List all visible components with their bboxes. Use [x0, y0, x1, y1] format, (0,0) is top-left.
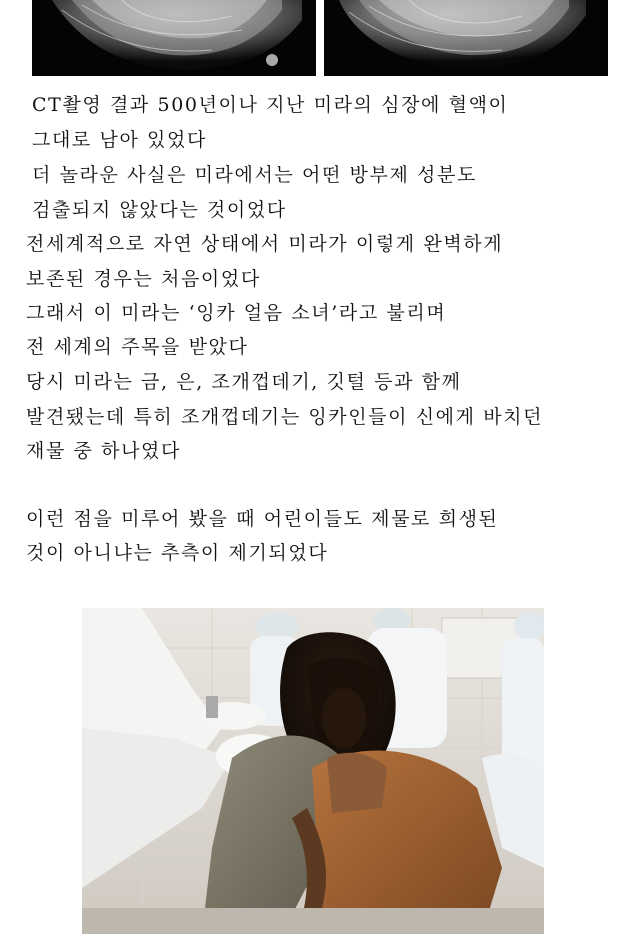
- ct-scan-image-right: [324, 0, 608, 76]
- ct-scan-strip: [0, 0, 640, 80]
- text-line: 그대로 남아 있었다: [32, 129, 207, 151]
- text-line: 당시 미라는 금, 은, 조개껍데기, 깃털 등과 함께: [26, 371, 462, 393]
- text-line: 발견됐는데 특히 조개껍데기는 잉카인들이 신에게 바치던: [26, 406, 544, 428]
- text-line: 전세계적으로 자연 상태에서 미라가 이렇게 완벽하게: [26, 233, 504, 255]
- text-line: 전 세계의 주목을 받았다: [26, 336, 249, 358]
- ct-scan-image-left: [32, 0, 316, 76]
- text-line: 것이 아니냐는 추측이 제기되었다: [26, 542, 329, 564]
- text-line: 재물 중 하나였다: [26, 440, 181, 462]
- text-line: 그래서 이 미라는 ‘잉카 얼음 소녀’라고 불리며: [26, 302, 447, 324]
- text-line: 검출되지 않았다는 것이었다: [32, 199, 287, 221]
- text-line: 더 놀라운 사실은 미라에서는 어떤 방부제 성분도: [32, 164, 477, 186]
- text-line: 보존된 경우는 처음이었다: [26, 268, 261, 290]
- mummy-photo: [82, 608, 544, 934]
- text-line: 이런 점을 미루어 봤을 때 어린이들도 제물로 희생된: [26, 508, 499, 530]
- text-line: CT촬영 결과 500년이나 지난 미라의 심장에 혈액이: [32, 94, 509, 116]
